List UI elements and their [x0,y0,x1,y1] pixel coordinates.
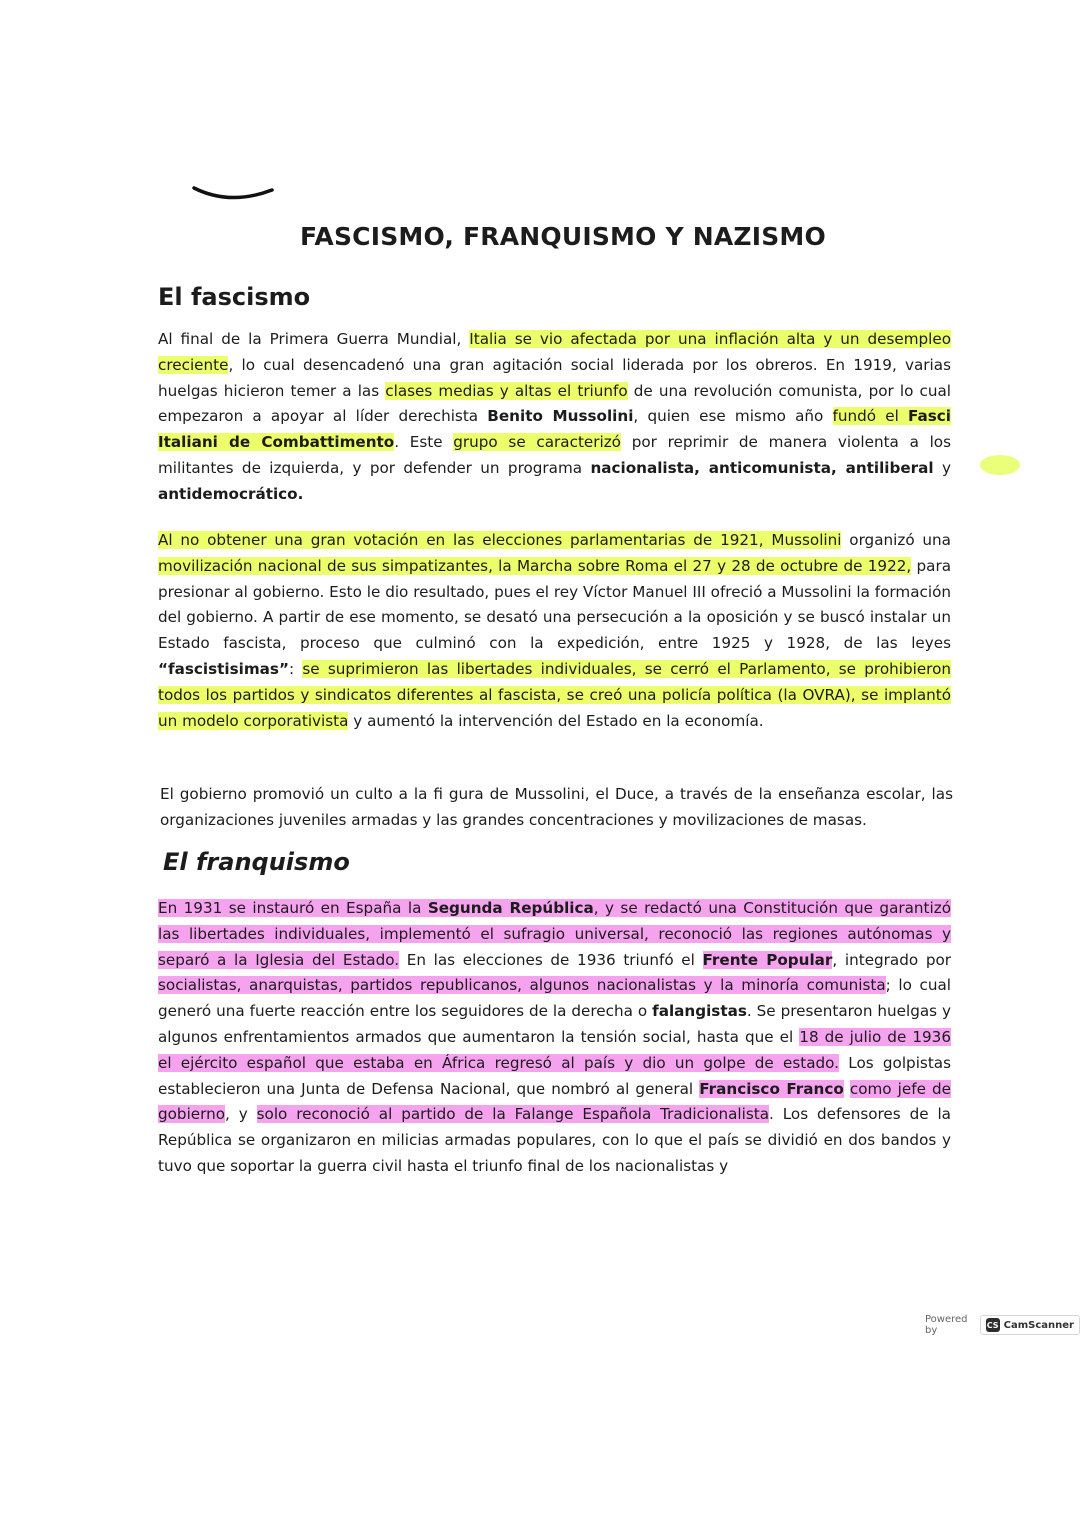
highlighted-bold-text: Francisco Franco [699,1079,844,1098]
camscanner-brand: CamScanner [1003,1319,1074,1331]
highlighted-text: grupo se caracterizó [453,433,621,452]
section-heading-fascismo: El fascismo [158,283,311,311]
highlighted-text: 18 de julio de 1936 el ejército español que estaba en África regresó al país y dio un golpe de estado. [158,1027,951,1072]
camscanner-logo-icon: CS [986,1318,1000,1332]
bold-text: “fascistisimas” [158,659,289,678]
highlighted-text: como jefe de gobierno [158,1079,951,1124]
text-segment: para presionar al gobierno. Esto le dio resultado, pues el rey Víctor Manuel III ofreció a Mussolini la formación del gobierno. A partir de ese momento, se desató una persecución a la oposición y se buscó instalar un Estado fascista, proceso que culminó con la expedición, entre 1925 y 1928, de las leyes [158,556,952,653]
highlighted-text: solo reconoció al partido de la Falange Española Tradicionalista [256,1105,770,1124]
paragraph-fascismo-3 [160,782,953,834]
camscanner-badge [980,1315,1080,1335]
text-segment: organizó una [841,531,951,549]
paragraph-fascismo-1 [158,327,951,508]
highlighted-text: movilización nacional de sus simpatizantes, la Marcha sobre Roma el 27 y 28 de octubre de 1922, [158,556,912,575]
highlighted-text: se suprimieron las libertades individuales, se cerró el Parlamento, se prohibieron todos los partidos y sindicatos diferentes al fascista, se creó una policía política (la OVRA), se implantó un modelo corporativista [158,659,951,730]
highlighted-text: socialistas, anarquistas, partidos republicanos, algunos nacionalistas y la minoría comunista [158,976,886,995]
text-segment: Los golpistas establecieron una Junta de Defensa Nacional, que nombró al general [158,1053,951,1098]
highlighted-text: Al no obtener una gran votación en las elecciones parlamentarias de 1921, Mussolini [158,531,842,549]
page-title: FASCISMO, FRANQUISMO Y NAZISMO [300,222,826,251]
text-segment: , y [225,1105,257,1124]
text-segment: y [933,458,951,477]
highlighted-text: fundó el [832,407,909,426]
text-segment: , quien ese mismo año [633,407,833,426]
text-segment: ; lo cual generó una fuerte reacción entre los seguidores de la derecha o [158,976,951,1021]
text-segment: . Los defensores de la República se organizaron en milicias armadas populares, con lo que el país se dividió en dos bandos y tuvo que soportar la guerra civil hasta el triunfo final de los nacionalistas y [158,1105,951,1175]
text-segment: En las elecciones de 1936 triunfó el [399,950,703,969]
text-segment: El gobierno promovió un culto a la fi gura de Mussolini, el Duce, a través de la enseñanza escolar, las organizaciones juveniles armadas y las grandes concentraciones y movilizaciones de masas. [160,785,953,829]
bold-text: antidemocrático. [158,484,304,503]
text-segment: : [288,659,303,678]
paragraph-franquismo-1 [158,896,951,1180]
highlighted-bold-text: Frente Popular [702,950,833,969]
text-segment: Al final de la Primera Guerra Mundial, [158,330,470,348]
text-segment: , integrado por [832,950,951,969]
highlighted-bold-text: Fasci Italiani de Combattimento [158,407,952,452]
section-heading-franquismo: El franquismo [163,848,350,876]
paragraph-fascismo-2 [158,528,951,734]
text-segment: , lo cual desencadenó una gran agitación social liderada por los obreros. En 1919, varias huelgas hicieron temer a las [158,355,951,400]
highlighted-text: , y se redactó una Constitución que garantizó las libertades individuales, implementó el sufragio universal, reconoció las regiones autónomas y separó a la Iglesia del Estado. [158,899,951,969]
text-segment [844,1080,850,1098]
highlighted-text: Italia se vio afectada por una inflación alta y un desempleo creciente [158,330,951,374]
text-segment: y aumentó la intervención del Estado en la economía. [348,711,764,730]
highlighter-smudge [980,455,1020,475]
highlighted-text: clases medias y altas el triunfo [385,381,628,400]
camscanner-watermark [925,1314,1080,1336]
bold-text: Benito Mussolini [487,407,634,426]
text-segment: de una revolución comunista, por lo cual empezaron a apoyar al líder derechista [158,381,951,426]
text-segment: . Se presentaron huelgas y algunos enfrentamientos armados que aumentaron la tensión social, hasta que el [158,1002,951,1046]
highlighted-text: En 1931 se instauró en España la [158,899,428,917]
powered-by-label: Powered by [925,1314,968,1336]
text-segment: por reprimir de manera violenta a los militantes de izquierda, y por defender un programa [158,433,951,477]
pen-scribble [190,180,280,210]
text-segment: . Este [394,433,454,452]
highlighted-bold-text: Segunda República [427,899,594,917]
bold-text: nacionalista, anticomunista, antiliberal [590,458,934,477]
bold-text: falangistas [652,1002,747,1021]
